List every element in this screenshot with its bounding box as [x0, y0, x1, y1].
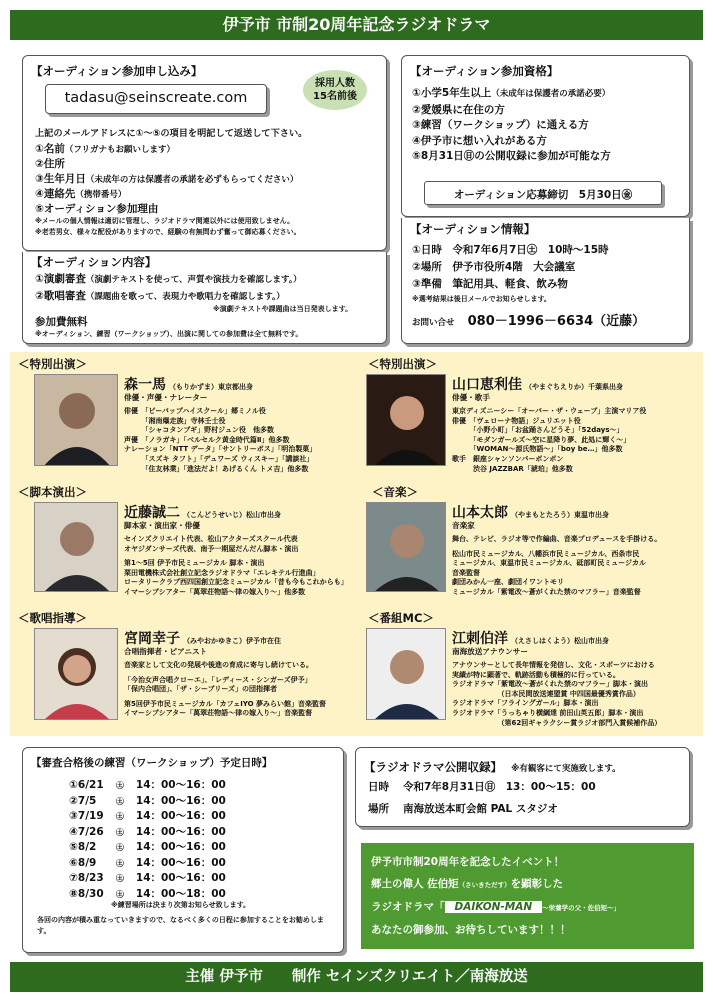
- cast-name-row: [452, 502, 609, 522]
- person-silhouette-icon: [367, 629, 446, 720]
- workshop-box: [22, 747, 344, 953]
- schedule-row: ⑥8/9 ㊏ 14：00～16：00: [69, 856, 226, 869]
- content-box: [22, 252, 387, 344]
- cast-role: 合唱指揮者・ピアニスト: [124, 647, 208, 656]
- cast-career: 舞台、テレビ、ラジオ等で作編曲、音楽プロデュースを手掛ける。 松山市民ミュージカル、八幡浜市民ミュージカル、西条市民 ミュージカル、東温市民ミュージカル、砥部町民ミュージカル 音楽監督 劇団みかん一座、劇団イワントモリ ミュージカル「紫電改～蒼がくれた禁のマフラー」音楽監督: [452, 535, 662, 596]
- cast-name: 山口恵利佳: [452, 377, 522, 393]
- qualify-box: [401, 55, 690, 217]
- cast-yamamoto: [358, 484, 698, 602]
- fee-note: ※オーディション、練習（ワークショップ）、出演に関しての参加費は全て無料です。: [35, 330, 303, 338]
- workshop-schedule: [69, 778, 226, 902]
- fee-title: 参加費無料: [35, 316, 88, 328]
- cast-photo: [366, 374, 446, 466]
- schedule-row: ⑦8/23 ㊏ 14：00～16：00: [69, 872, 226, 884]
- info-item: ③準備 筆記用具、軽食、飲み物: [412, 278, 568, 290]
- apply-item: ③生年月日（未成年の方は保護者の承諾を必ずもらってください）: [35, 173, 299, 185]
- contact-label: お問い合せ: [412, 318, 455, 328]
- qualify-item: ④伊予市に想い入れがある方: [412, 134, 547, 147]
- cast-esashi: [358, 610, 698, 730]
- apply-item: ④連絡先（携帯番号）: [35, 188, 127, 200]
- cast-photo: [34, 502, 118, 592]
- header-bar: [10, 10, 703, 40]
- cast-category: ＜番組MC＞: [368, 611, 434, 625]
- cast-photo: [366, 628, 446, 720]
- workshop-heading: 【審査合格後の練習（ワークショップ）予定日時】: [31, 757, 273, 769]
- deadline-text: オーディション応募締切 5月30日㊎: [453, 189, 633, 201]
- apply-note-1: ※メールの個人情報は適切に管理し、ラジオドラマ関連以外には使用致しません。: [35, 217, 295, 225]
- contact-phone[interactable]: 080－1996－6634（近藤）: [467, 314, 646, 329]
- qualify-heading: 【オーディション参加資格】: [410, 64, 559, 78]
- apply-note-2: ※老若男女、様々な配役がありますので、経験の有無問わず奮って御応募ください。: [35, 228, 301, 236]
- content-item: ②歌唱審査（課題曲を歌って、表現力や歌唱力を確認します。）: [35, 290, 285, 302]
- workshop-note-1: ※練習場所は決まり次第お知らせ致します。: [111, 901, 251, 909]
- apply-heading: 【オーディション参加申し込み】: [31, 64, 203, 78]
- cast-reading: （えさしはくよう）松山市出身: [511, 637, 609, 645]
- cast-career: アナウンサーとして長年情報を発信し、文化・スポーツにおける 実績が特に顕著で、軌跡活動も積極的に行っている。 ラジオドラマ「紫電改～蒼がくれた禁のマフラー」脚本・演出 （日本民間放送連盟賞 中四国最優秀賞作品） ラジオドラマ「フライングガール」脚本・演出 ラジオドラマ「うっちゃり横綱達 前田山英五郎」脚本・演出 （第62回ギャラクシー賞ラジオ部門入賞候補作品）: [452, 661, 662, 727]
- cast-role: 南海放送アナウンサー: [452, 647, 528, 656]
- promo-line-2: 郷土の偉人 佐伯矩（さいきただす）を顕彰した: [371, 878, 564, 890]
- promo-line-3: ラジオドラマ「 DAIKON-MAN ～栄養学の父・佐伯矩～」: [371, 901, 621, 913]
- promo-line-4: あなたの御参加、お待ちしています！！！: [371, 924, 571, 936]
- person-silhouette-icon: [35, 503, 118, 592]
- cast-reading: （もりかずま）東京都出身: [169, 383, 253, 391]
- cast-reading: （こんどうせいじ）松山市出身: [183, 511, 281, 519]
- workshop-note-2: 各回の内容が積み重なっていきますので、なるべく多くの日程に参加することをお勧めします。: [37, 916, 324, 935]
- cast-yamaguchi: [358, 356, 698, 474]
- cast-name: 江刺伯洋: [452, 631, 508, 647]
- cast-photo: [34, 628, 118, 720]
- cast-role: 俳優・声優・ナレーター: [124, 393, 208, 402]
- cast-career: セインズクリエイト代表、松山アクターズスクール代表 オヤジダンサーズ代表、南予一期屋だんだん脚本・演出 第1～5回 伊予市民ミュージカル 脚本・演出 栗田電機株式会社創立記念ラジオドラマ「エレキテル行進曲」 ロータリークラブ西四国創立記念ミュージカル「昔も今もこれからも」 イマーシブシアター「萬翠荘物語～律の嫁入り～」他多数: [124, 535, 348, 596]
- apply-item: ①名前（フリガナもお願いします）: [35, 143, 175, 155]
- cast-name-row: [124, 374, 253, 394]
- recording-place: 場所 南海放送本町会館 PAL スタジオ: [368, 803, 558, 815]
- cast-name: 森一馬: [124, 377, 166, 393]
- recording-heading: 【ラジオドラマ公開収録】: [364, 760, 502, 774]
- schedule-row: ①6/21 ㊏ 14：00～16：00: [69, 779, 226, 791]
- cast-role: 脚本家・演出家・俳優: [124, 521, 200, 530]
- header-title: 伊予市 市制20周年記念ラジオドラマ: [222, 15, 491, 34]
- deadline-box: [424, 181, 662, 205]
- cast-category: ＜音楽＞: [372, 485, 418, 499]
- cast-name: 近藤誠二: [124, 505, 180, 521]
- apply-items: [35, 142, 298, 217]
- cast-career: 音楽家として文化の発展や後進の育成に寄与し続けている。 「今治女声合唱クローエ」、「レディース・シンガーズ伊予」 「保内合唱団」、「ザ・シーブリーズ」の団指揮者 第5回伊予市民ミュージカル「カフェIYO 夢みらい館」音楽監督 イマーシブシアター「萬翠荘物語～律の嫁入り～」音楽監督: [124, 661, 327, 718]
- cast-kondo: [18, 484, 356, 602]
- badge-line-1: 採用人数: [315, 78, 355, 89]
- footer-text: 主催 伊予市 制作 セインズクリエイト／南海放送: [185, 969, 528, 985]
- apply-item: ②住所: [35, 158, 65, 170]
- cast-category: ＜特別出演＞: [368, 357, 437, 371]
- cast-name-row: [124, 628, 281, 648]
- cast-role: 俳優・歌手: [452, 393, 490, 402]
- qualify-item: ③練習（ワークショップ）に通える方: [412, 119, 589, 131]
- badge-line-2: 15名前後: [313, 91, 357, 102]
- cast-category: ＜歌唱指導＞: [18, 611, 87, 625]
- qualify-item: ②愛媛県に在住の方: [412, 103, 505, 116]
- email-address[interactable]: tadasu@seinscreate.com: [64, 90, 248, 106]
- info-heading: 【オーディション情報】: [410, 222, 536, 236]
- contact-row: [412, 310, 645, 329]
- person-silhouette-icon: [35, 629, 118, 720]
- footer-bar: [10, 962, 703, 992]
- cast-miyaoka: [18, 610, 356, 730]
- cast-career: 俳優 「ビーバップハイスクール」郷ミノル役 「湘南爆走族」寺林壬士役 「シャコタンブギ」野村ジュン役 他多数 声優 「ノラガキ」「ベルセルク黄金時代篇Ⅱ」他多数 ナレーション「NTT データ」「サントリーボス」「明治製菓」 「スズキ タフト」「デュワーズ ウィスキー」「講談社」 「住友林業」「進法だよ！あげるくん トメ吉」他多数: [124, 407, 317, 473]
- promo-box: [361, 843, 694, 949]
- schedule-row: ④7/26 ㊏ 14：00～16：00: [69, 825, 226, 838]
- cast-name: 山本太郎: [452, 505, 508, 521]
- apply-instruction: 上記のメールアドレスに①～⑤の項目を明記して返送して下さい。: [35, 128, 308, 139]
- cast-reading: （やまぐちえりか）千葉県出身: [525, 383, 623, 391]
- cast-category: ＜特別出演＞: [18, 357, 87, 371]
- qualify-item: ⑤8月31日㊐の公開収録に参加が可能な方: [412, 150, 611, 162]
- cast-mori: [18, 356, 356, 474]
- schedule-row: ③7/19 ㊏ 14：00～16：00: [69, 810, 226, 822]
- apply-item: ⑤オーディション参加理由: [35, 203, 159, 215]
- person-silhouette-icon: [367, 503, 446, 592]
- recording-heading-row: [364, 756, 621, 775]
- cast-photo: [366, 502, 446, 592]
- qualify-items: [412, 86, 611, 165]
- cast-name-row: [452, 628, 609, 648]
- cast-reading: （みやおかゆきこ）伊予市在住: [183, 637, 281, 645]
- person-silhouette-icon: [35, 375, 118, 466]
- info-box: [401, 218, 690, 344]
- recruit-badge: [303, 70, 367, 110]
- cast-career: 東京ディズニーシー「オーバー・ザ・ウェーブ」主演マリア役 俳優 「ヴェローナ物語」ジュリエット役 「小野小町」「お盆踊さんどうそ」「52days～」 「モダンガールズ～空に星降り夢、此処に輝く～」 「WOMAN～源氏物語～」「boy be…」他多数 歌手 銀座シャンソンバーボンボン 渋谷 JAZZBAR「琥珀」他多数: [452, 407, 647, 473]
- recording-note: ※有観客にて実施致します。: [511, 764, 621, 774]
- schedule-row: ⑧8/30 ㊏ 14：00～18：00: [69, 887, 226, 900]
- content-heading: 【オーディション内容】: [31, 255, 157, 269]
- cast-role: 音楽家: [452, 521, 475, 530]
- info-note: ※選考結果は後日メールでお知らせします。: [412, 295, 551, 303]
- cast-name: 宮岡幸子: [124, 631, 180, 647]
- info-item: ①日時 令和7年6月7日㊏ 10時～15時: [412, 244, 609, 256]
- cast-name-row: [124, 502, 281, 522]
- schedule-row: ②7/5 ㊏ 14：00～16：00: [69, 794, 226, 807]
- info-item: ②場所 伊予市役所4階 大会議室: [412, 261, 576, 273]
- promo-line-1: 伊予市市制20周年を記念したイベント！: [371, 856, 565, 868]
- recording-date: 日時 令和7年8月31日㊐ 13：00～15：00: [368, 781, 596, 793]
- content-item: ①演劇審査（演劇テキストを使って、声質や演技力を確認します。）: [35, 273, 302, 285]
- person-silhouette-icon: [367, 375, 446, 466]
- cast-reading: （やまもとたろう）東温市出身: [511, 511, 609, 519]
- recording-box: [355, 747, 690, 827]
- cast-category: ＜脚本演出＞: [18, 485, 87, 499]
- cast-photo: [34, 374, 118, 466]
- schedule-row: ⑤8/2 ㊏ 14：00～16：00: [69, 841, 226, 853]
- email-box[interactable]: [45, 84, 267, 114]
- apply-box: [22, 55, 387, 251]
- info-items: [412, 242, 609, 293]
- content-note: ※演劇テキストや課題曲は当日発表します。: [213, 305, 353, 313]
- cast-name-row: [452, 374, 623, 394]
- qualify-item: ①小学5年生以上（未成年は保護者の承諾必要）: [412, 87, 611, 99]
